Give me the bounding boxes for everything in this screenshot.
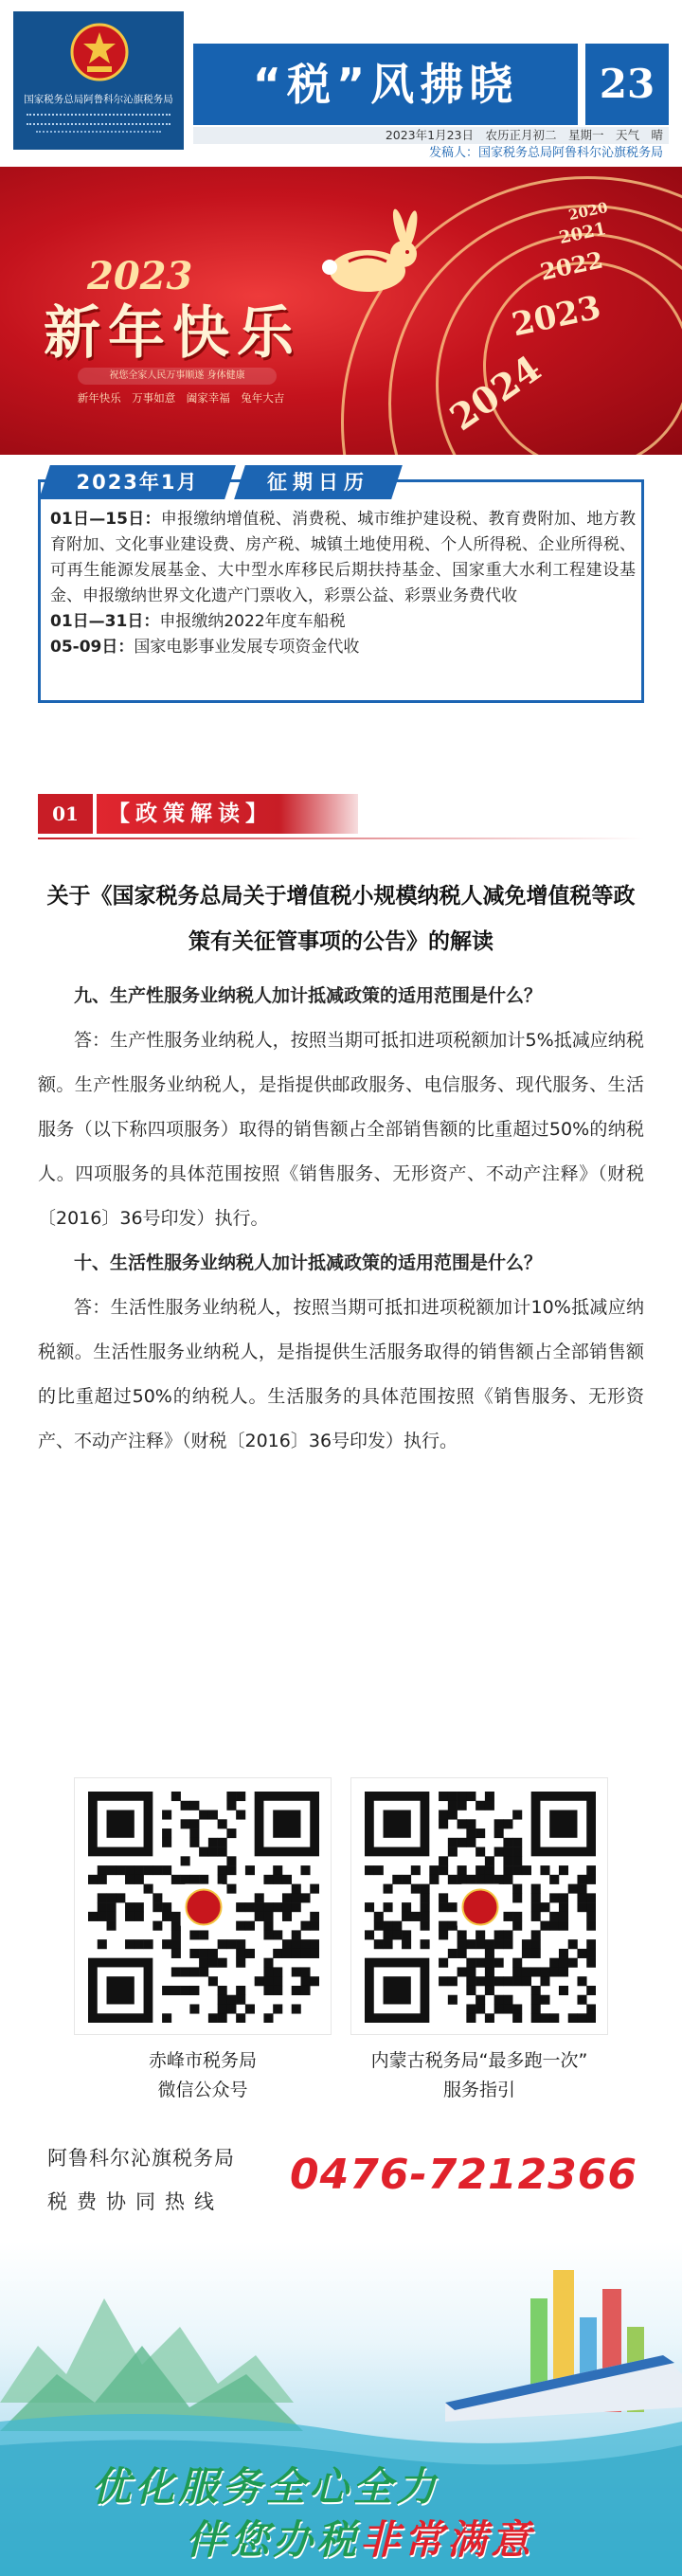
entry-date-range: 01日—31日： [50, 612, 160, 631]
qr-caption-wechat [74, 2046, 332, 2105]
footer-slogan-1: 优化服务全心全力 [91, 2463, 440, 2510]
calendar-entry [50, 609, 636, 635]
issue-box [585, 44, 669, 125]
qr-caption-line: 微信公众号 [157, 2080, 248, 2100]
qr-code-icon [365, 1792, 596, 2023]
entry-date-range: 01日—15日： [50, 510, 161, 529]
article-title: 关于《国家税务总局关于增值税小规模纳税人减免增值税等政策有关征管事项的公告》的解读 [46, 884, 636, 954]
tax-emblem-icon [462, 1889, 497, 1924]
hotline-org: 阿鲁科尔沁旗税务局 [47, 2147, 235, 2170]
section-divider [38, 838, 644, 839]
mongolian-script-decoration [36, 131, 161, 140]
calendar-title: 征期日历 [267, 471, 369, 494]
answer-9: 答：生产性服务业纳税人，按照当期可抵扣进项税额加计5%抵减应纳税额。生产性服务业纳税人，是指提供邮政服务、电信服务、现代服务、生活服务（以下称四项服务）取得的销售额占全部销售额的比重超过50%的纳税人。四项服务的具体范围按照《销售服务、无形资产、不动产注释》（财税〔2016〕36号印发）执行。 [38, 1030, 644, 1229]
org-logo [13, 11, 184, 150]
calendar-month-tab [39, 465, 236, 499]
calendar-title-tab [234, 465, 403, 499]
masthead [0, 0, 682, 160]
qr-code-icon [88, 1792, 319, 2023]
qr-code-wechat[interactable] [74, 1777, 332, 2035]
new-year-banner [0, 167, 682, 455]
banner-pill: 祝您全家人民万事顺遂 身体健康 [78, 368, 277, 385]
newspaper-title-bar [193, 44, 578, 125]
tax-emblem-icon [70, 23, 129, 81]
calendar-entry [50, 635, 636, 660]
tax-calendar [38, 471, 644, 703]
issue-number: 23 [599, 61, 655, 107]
section-header [38, 794, 358, 834]
tax-emblem-icon [186, 1889, 221, 1924]
section-title: 【政策解读】 [97, 794, 358, 834]
publisher-line: 发稿人：国家税务总局阿鲁科尔沁旗税务局 [428, 146, 663, 160]
year-ring-label: 2022 [537, 245, 606, 286]
year-ring-label: 2020 [566, 198, 610, 225]
banner-year: 2023 [87, 254, 193, 298]
hotline-label: 税费协同热线 [47, 2190, 224, 2213]
entry-text: 国家电影事业发展专项资金代收 [134, 638, 360, 657]
qr-caption-service-guide [350, 2046, 608, 2105]
answer-10: 答：生活性服务业纳税人，按照当期可抵扣进项税额加计10%抵减应纳税额。生活性服务业纳税人，是指提供生活服务取得的销售额占全部销售额的比重超过50%的纳税人。生活服务的具体范围按照《销售服务、无形资产、不动产注释》（财税〔2016〕36号印发）执行。 [38, 1297, 644, 1451]
mongolian-script-decoration [27, 114, 170, 125]
qr-code-service-guide[interactable] [350, 1777, 608, 2035]
qr-caption-line: 赤峰市税务局 [148, 2050, 257, 2071]
footer-illustration [0, 2242, 682, 2576]
calendar-entry [50, 507, 636, 609]
hotline-number[interactable]: 0476-7212366 [290, 2151, 638, 2199]
calendar-month: 2023年1月 [76, 471, 199, 494]
question-9: 九、生产性服务业纳税人加计抵减政策的适用范围是什么？ [74, 985, 543, 1006]
entry-date-range: 05-09日： [50, 638, 135, 657]
banner-greeting: 新年快乐 [44, 300, 301, 367]
calendar-entries [50, 507, 636, 660]
section-number: 01 [38, 794, 93, 834]
date-line: 2023年1月23日 农历正月初二 星期一 天气 晴 [193, 127, 669, 144]
qr-caption-line: 服务指引 [442, 2080, 515, 2100]
qr-caption-line: 内蒙古税务局“最多跑一次” [370, 2050, 588, 2071]
year-ring-label: 2021 [557, 219, 608, 248]
year-ring-label: 2023 [508, 288, 604, 345]
slogan-2-highlight: 非常满意 [360, 2516, 535, 2563]
rabbit-paper-cut-icon [301, 195, 424, 318]
footer-slogan-2 [186, 2509, 534, 2566]
slogan-2-prefix: 伴您办税 [186, 2516, 361, 2563]
newspaper-title: “税”风拂晓 [252, 59, 519, 110]
entry-text: 申报缴纳增值税、消费税、城市维护建设税、教育费附加、地方教育附加、文化事业建设费、房产税、城镇土地使用税、个人所得税、企业所得税、可再生能源发展基金、大中型水库移民后期扶持基金、国家重大水利工程建设基金、申报缴纳世界文化遗产门票收入，彩票公益、彩票业务费代收 [50, 510, 636, 605]
article-body [38, 974, 644, 1464]
entry-text: 申报缴纳2022年度车船税 [159, 612, 346, 631]
question-10: 十、生活性服务业纳税人加计抵减政策的适用范围是什么？ [74, 1252, 543, 1273]
org-logo-text: 国家税务总局阿鲁科尔沁旗税务局 [24, 94, 173, 105]
year-ring-label: 2024 [441, 346, 549, 440]
banner-slogans: 新年快乐 万事如意 阖家幸福 兔年大吉 [77, 391, 285, 405]
